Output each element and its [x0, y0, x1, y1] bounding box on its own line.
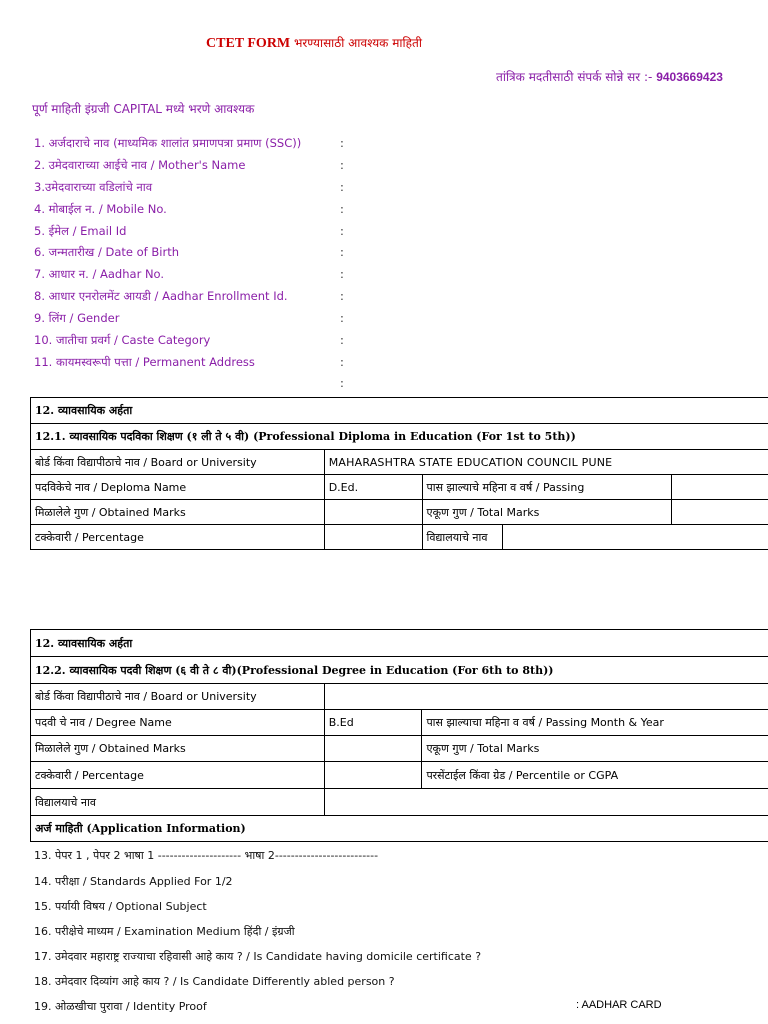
- field-colon: :: [340, 158, 344, 172]
- field-colon: :: [340, 376, 344, 390]
- diploma-board-label: बोर्ड किंवा विद्यापीठाचे नाव / Board or University: [31, 450, 325, 475]
- degree-percentile-label: परसेंटाईल किंवा ग्रेड / Percentile or CGPA: [422, 762, 768, 789]
- field-colon: :: [340, 333, 344, 347]
- diploma-total-label: एकूण गुण / Total Marks: [422, 500, 672, 525]
- diploma-passing-value[interactable]: [672, 475, 768, 500]
- diploma-total-value[interactable]: [672, 500, 768, 525]
- degree-name-label: पदवी चे नाव / Degree Name: [31, 710, 325, 736]
- field-colon: :: [340, 224, 344, 238]
- field-gender: 9. लिंग / Gender: [34, 311, 120, 325]
- degree-board-label: बोर्ड किंवा विद्यापीठाचे नाव / Board or University: [31, 684, 325, 710]
- field-applicant-name: 1. अर्जदाराचे नाव (माध्यमिक शालांत प्रमाणपत्रा प्रमाण (SSC)): [34, 136, 302, 150]
- field-colon: :: [340, 289, 344, 303]
- form-title: [206, 34, 422, 52]
- application-info-heading: अर्ज माहिती (Application Information): [31, 816, 768, 842]
- degree-passing-label: पास झाल्याचा महिना व वर्ष / Passing Month & Year: [422, 710, 768, 736]
- field-aadhar: 7. आधार न. / Aadhar No.: [34, 267, 165, 281]
- degree-board-value[interactable]: [324, 684, 768, 710]
- app-item-standards: 14. परीक्षा / Standards Applied For 1/2: [34, 875, 233, 888]
- degree-marks-label: मिळालेले गुण / Obtained Marks: [31, 736, 325, 762]
- app-item-identity-proof: 19. ओळखीचा पुरावा / Identity Proof: [34, 1000, 207, 1013]
- field-dob: 6. जन्मतारीख / Date of Birth: [34, 245, 179, 259]
- helpline: [496, 68, 723, 85]
- diploma-percent-label: टक्केवारी / Percentage: [31, 525, 325, 550]
- field-mother-name: 2. उमेदवाराच्या आईचे नाव / Mother's Name: [34, 158, 246, 172]
- diploma-name-value[interactable]: D.Ed.: [324, 475, 422, 500]
- degree-percent-value[interactable]: [324, 762, 422, 789]
- field-colon: :: [340, 180, 344, 194]
- app-item-domicile: 17. उमेदवार महाराष्ट्र राज्याचा रहिवासी आहे काय ? / Is Candidate having domicile certificate ?: [34, 950, 482, 963]
- diploma-marks-label: मिळालेले गुण / Obtained Marks: [31, 500, 325, 525]
- field-caste: 10. जातीचा प्रवर्ग / Caste Category: [34, 333, 211, 347]
- app-item-disability: 18. उमेदवार दिव्यांग आहे काय ? / Is Candidate Differently abled person ?: [34, 975, 395, 988]
- form-title-en: CTET FORM: [206, 36, 291, 51]
- field-aadhar-enrollment: 8. आधार एनरोलमेंट आयडी / Aadhar Enrollment Id.: [34, 289, 288, 303]
- diploma-college-value[interactable]: [502, 525, 768, 550]
- app-item-optional-subject: 15. पर्यायी विषय / Optional Subject: [34, 900, 207, 913]
- field-father-name: 3.उमेदवाराच्या वडिलांचे नाव: [34, 180, 153, 194]
- degree-total-label: एकूण गुण / Total Marks: [422, 736, 768, 762]
- field-colon: :: [340, 355, 344, 369]
- degree-table: [30, 629, 768, 842]
- diploma-marks-value[interactable]: [324, 500, 422, 525]
- degree-section-title: 12. व्यावसायिक अर्हता: [31, 630, 768, 657]
- field-colon: :: [340, 267, 344, 281]
- diploma-college-label: विद्यालयाचे नाव: [422, 525, 502, 550]
- degree-name-value[interactable]: B.Ed: [324, 710, 422, 736]
- field-colon: :: [340, 245, 344, 259]
- degree-college-label: विद्यालयाचे नाव: [31, 789, 325, 816]
- diploma-section-title: 12. व्यावसायिक अर्हता: [31, 398, 768, 424]
- diploma-table: [30, 397, 768, 550]
- degree-marks-value[interactable]: [324, 736, 422, 762]
- field-colon: :: [340, 202, 344, 216]
- diploma-passing-label: पास झाल्याचे महिना व वर्ष / Passing: [422, 475, 672, 500]
- form-title-mr: भरण्यासाठी आवश्यक माहिती: [290, 36, 422, 50]
- field-address: 11. कायमस्वरूपी पत्ता / Permanent Address: [34, 355, 255, 369]
- app-item-exam-medium: 16. परीक्षेचे माध्यम / Examination Medium हिंदी / इंग्रजी: [34, 925, 295, 938]
- diploma-subtitle: 12.1. व्यावसायिक पदविका शिक्षण (१ ली ते ५ वी) (Professional Diploma in Education (For 1st to 5th)): [31, 424, 768, 450]
- degree-percent-label: टक्केवारी / Percentage: [31, 762, 325, 789]
- helpline-number: 9403669423: [656, 70, 723, 84]
- identity-proof-value: : AADHAR CARD: [576, 999, 662, 1011]
- diploma-percent-value[interactable]: [324, 525, 422, 550]
- degree-subtitle: 12.2. व्यावसायिक पदवी शिक्षण (६ वी ते ८ वी)(Professional Degree in Education (For 6th to 8th)): [31, 657, 768, 684]
- field-mobile: 4. मोबाईल न. / Mobile No.: [34, 202, 167, 216]
- field-email: 5. ईमेल / Email Id: [34, 224, 127, 238]
- capital-note: पूर्ण माहिती इंग्रजी CAPITAL मध्ये भरणे आवश्यक: [32, 102, 255, 116]
- helpline-label: तांत्रिक मदतीसाठी संपर्क सोन्ने सर :-: [496, 70, 657, 84]
- diploma-name-label: पदविकेचे नाव / Deploma Name: [31, 475, 325, 500]
- diploma-board-value[interactable]: MAHARASHTRA STATE EDUCATION COUNCIL PUNE: [324, 450, 768, 475]
- degree-college-value[interactable]: [324, 789, 768, 816]
- field-colon: :: [340, 311, 344, 325]
- field-colon: :: [340, 136, 344, 150]
- app-item-paper: 13. पेपर 1 , पेपर 2 भाषा 1 --------------------- भाषा 2--------------------------: [34, 849, 379, 862]
